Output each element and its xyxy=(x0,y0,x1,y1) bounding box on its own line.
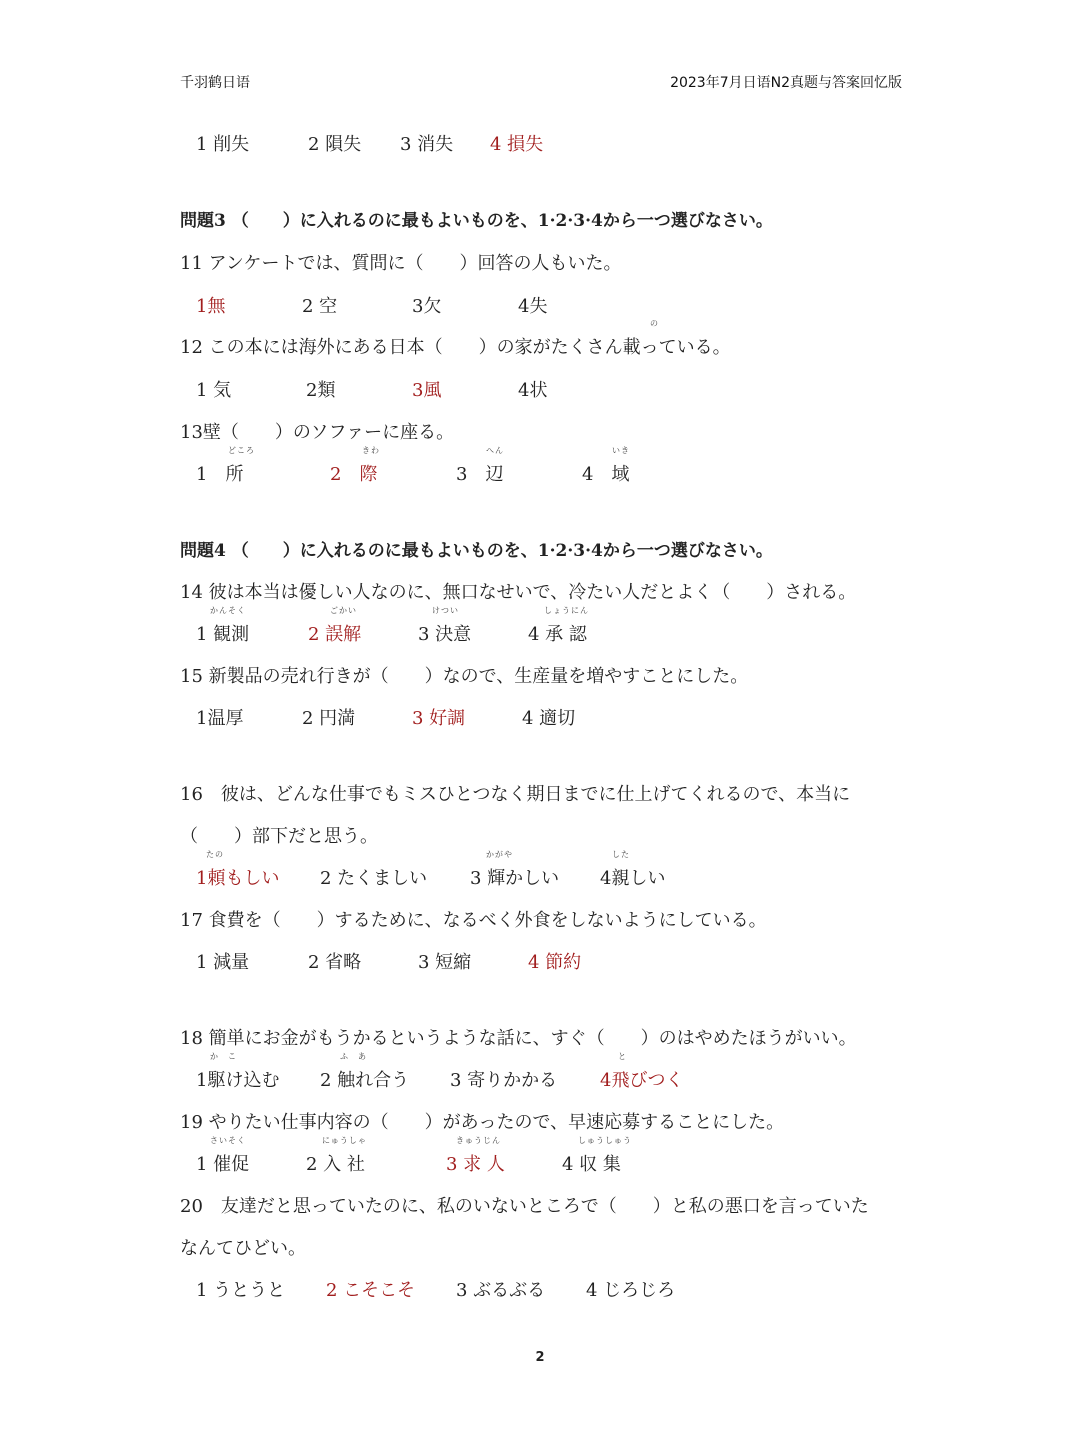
q16-text-line1: 16 彼は、どんな仕事でもミスひとつなく期日までに仕上げてくれるので、本当に xyxy=(180,784,851,805)
q14-option-2-answer: 2 誤解 xyxy=(308,624,362,645)
q14-ruby-4: しょうにん xyxy=(544,606,589,615)
q20-option-4: 4 じろじろ xyxy=(586,1280,676,1301)
q12-text: 12 この本には海外にある日本（ ）の家がたくさん載っている。 xyxy=(180,337,731,358)
q18-option-1: 1駆け込む xyxy=(196,1070,280,1091)
q13-option-3: 3 辺 xyxy=(456,464,504,485)
q10-option-4-answer: 4 損失 xyxy=(490,134,544,155)
q14-ruby-2: ごかい xyxy=(330,606,357,615)
q15-option-4: 4 適切 xyxy=(522,708,576,729)
q12-option-2: 2類 xyxy=(306,380,336,401)
q12-option-1: 1 気 xyxy=(196,380,232,401)
q19-option-2: 2 入 社 xyxy=(306,1154,365,1175)
q20-option-2-answer: 2 こそこそ xyxy=(326,1280,416,1301)
q16-text-line2: （ ）部下だと思う。 xyxy=(180,826,378,847)
q20-option-1: 1 うとうと xyxy=(196,1280,286,1301)
q13-ruby-2: きわ xyxy=(362,446,380,455)
q14-option-3: 3 決意 xyxy=(418,624,472,645)
q17-option-4-answer: 4 節約 xyxy=(528,952,582,973)
q19-option-3-answer: 3 求 人 xyxy=(446,1154,505,1175)
header-left: 千羽鹤日语 xyxy=(180,75,250,91)
q11-option-4: 4失 xyxy=(518,296,548,317)
q19-ruby-1: さいそく xyxy=(210,1136,246,1145)
section4-title: 問題4 （ ）に入れるのに最もよいものを、1·2·3·4から一つ選びなさい。 xyxy=(180,541,773,561)
q17-option-1: 1 減量 xyxy=(196,952,250,973)
q10-option-3: 3 消失 xyxy=(400,134,454,155)
q18-text: 18 簡単にお金がもうかるというような話に、すぐ（ ）のはやめたほうがいい。 xyxy=(180,1028,857,1049)
q14-ruby-3: けつい xyxy=(432,606,459,615)
q19-text: 19 やりたい仕事内容の（ ）があったので、早速応募することにした。 xyxy=(180,1112,785,1133)
q19-ruby-3: きゅうじん xyxy=(456,1136,501,1145)
q13-option-2-answer: 2 際 xyxy=(330,464,378,485)
q16-ruby-3: した xyxy=(612,850,630,859)
q20-text-line1: 20 友達だと思っていたのに、私のいないところで（ ）と私の悪口を言っていた xyxy=(180,1196,869,1217)
q13-ruby-1: どころ xyxy=(228,446,255,455)
q11-option-2: 2 空 xyxy=(302,296,338,317)
q16-option-2: 2 たくましい xyxy=(320,868,428,889)
q13-option-4: 4 域 xyxy=(582,464,630,485)
q13-ruby-3: へん xyxy=(486,446,504,455)
q20-text-line2: なんてひどい。 xyxy=(180,1238,306,1259)
q15-option-2: 2 円満 xyxy=(302,708,356,729)
q16-option-4: 4親しい xyxy=(600,868,666,889)
q18-ruby-3: と xyxy=(618,1052,627,1061)
q15-option-3-answer: 3 好調 xyxy=(412,708,466,729)
q13-option-1: 1 所 xyxy=(196,464,244,485)
section3-title: 問題3 （ ）に入れるのに最もよいものを、1·2·3·4から一つ選びなさい。 xyxy=(180,211,773,231)
header-right: 2023年7月日语N2真题与答案回忆版 xyxy=(670,75,902,91)
q19-option-4: 4 収 集 xyxy=(562,1154,621,1175)
q13-ruby-4: いき xyxy=(612,446,630,455)
q12-option-4: 4状 xyxy=(518,380,548,401)
q15-text: 15 新製品の売れ行きが（ ）なので、生産量を増やすことにした。 xyxy=(180,666,749,687)
q12-option-3-answer: 3風 xyxy=(412,380,442,401)
q18-option-3: 3 寄りかかる xyxy=(450,1070,558,1091)
q18-ruby-2: ふ あ xyxy=(340,1052,367,1061)
page-number: 2 xyxy=(535,1350,545,1365)
q16-option-3: 3 輝かしい xyxy=(470,868,560,889)
q14-option-4: 4 承 認 xyxy=(528,624,587,645)
q18-ruby-1: か こ xyxy=(210,1052,237,1061)
q11-option-3: 3欠 xyxy=(412,296,442,317)
q10-option-1: 1 削失 xyxy=(196,134,250,155)
q11-text: 11 アンケートでは、質問に（ ）回答の人もいた。 xyxy=(180,253,622,274)
q17-option-2: 2 省略 xyxy=(308,952,362,973)
q19-option-1: 1 催促 xyxy=(196,1154,250,1175)
q17-option-3: 3 短縮 xyxy=(418,952,472,973)
q16-ruby-1: たの xyxy=(206,850,224,859)
q14-option-1: 1 観測 xyxy=(196,624,250,645)
q16-option-1-answer: 1頼もしい xyxy=(196,868,280,889)
q10-option-2: 2 隕失 xyxy=(308,134,362,155)
q17-text: 17 食費を（ ）するために、なるべく外食をしないようにしている。 xyxy=(180,910,767,931)
q14-text: 14 彼は本当は優しい人なのに、無口なせいで、冷たい人だとよく（ ）される。 xyxy=(180,582,857,603)
q19-ruby-2: にゅうしゃ xyxy=(322,1136,367,1145)
q18-option-2: 2 触れ合う xyxy=(320,1070,410,1091)
q12-ruby: の xyxy=(650,319,659,328)
q15-option-1: 1温厚 xyxy=(196,708,244,729)
q11-option-1-answer: 1無 xyxy=(196,296,226,317)
q19-ruby-4: しゅうしゅう xyxy=(578,1136,632,1145)
q18-option-4-answer: 4飛びつく xyxy=(600,1070,684,1091)
q13-text: 13壁（ ）のソファーに座る。 xyxy=(180,422,455,443)
q14-ruby-1: かんそく xyxy=(210,606,246,615)
q16-ruby-2: かがや xyxy=(486,850,513,859)
q20-option-3: 3 ぶるぶる xyxy=(456,1280,546,1301)
